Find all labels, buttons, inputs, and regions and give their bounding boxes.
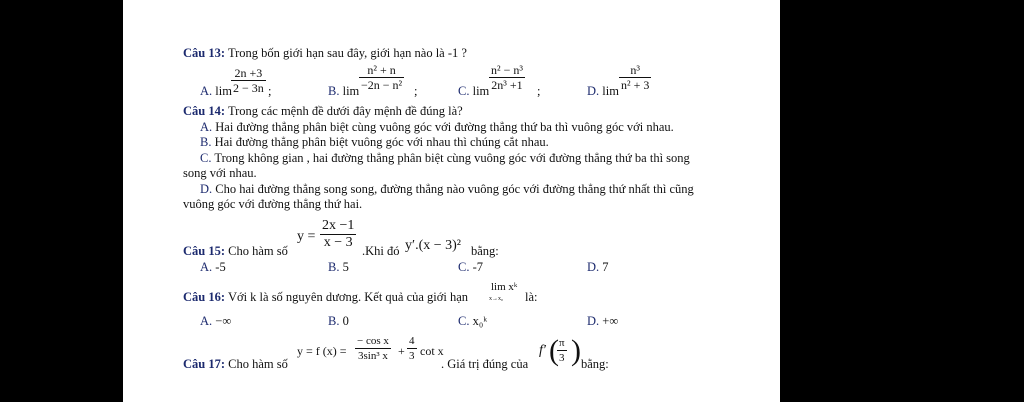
q17-function-def: y = f (x) = — [297, 344, 347, 358]
question-14: Câu 14: Trong các mệnh đề dưới đây mệnh đề đúng là? — [183, 104, 463, 118]
q16-end-text: là: — [525, 290, 538, 304]
q15-expression: y′.(x − 3)² — [405, 238, 461, 253]
q15-option-d: D. 7 — [587, 260, 609, 274]
q13-option-b: B. lim — [328, 84, 360, 98]
q15-end-text: bằng: — [471, 244, 499, 258]
question-text: Trong bốn giới hạn sau đây, giới hạn nào là -1 ? — [227, 46, 467, 60]
question-15: Câu 15: Cho hàm số — [183, 244, 288, 258]
q16-limit: lim xᵏ — [491, 281, 518, 293]
q16-option-d: D. +∞ — [587, 314, 619, 328]
q16-limit-subscript: x→x₀ — [489, 296, 504, 302]
q13-b-fraction: $\frac{\text{n² + n}}{\text{−2n − n²}}$ — [361, 63, 403, 92]
q16-option-a: A. −∞ — [200, 314, 232, 328]
q15-fraction: $\frac{2x -1}{x - 3}$ — [322, 218, 355, 250]
q17-mid-text: . Giá trị đúng của — [441, 357, 529, 371]
q13-d-fraction: $\frac{\text{n³}}{\text{n² + 3}}$ — [621, 63, 650, 92]
document-page — [123, 0, 780, 402]
q15-option-b: B. 5 — [328, 260, 349, 274]
q17-pi-fraction: $\frac{\pi}{3}$ — [559, 337, 565, 364]
left-paren: ( — [549, 334, 559, 367]
q14-option-c-continued: song với nhau. — [183, 166, 257, 180]
q14-option-d-continued: vuông góc với đường thẳng thứ hai. — [183, 197, 363, 211]
q17-fprime: f′ — [539, 343, 546, 358]
separator: ; — [537, 84, 541, 98]
q15-option-a: A. -5 — [200, 260, 226, 274]
q14-option-a: A. Hai đường thẳng phân biệt cùng vuông góc với đường thẳng thứ ba thì vuông góc với nhau. — [200, 120, 674, 134]
q13-c-fraction: $\frac{\text{n² − n³}}{\text{2n³ +1}}$ — [491, 63, 523, 92]
q15-mid-text: .Khi đó — [362, 244, 400, 258]
q17-fraction-2: $\frac{4}{3}$ — [409, 335, 415, 362]
question-label: Câu 13: — [183, 46, 226, 60]
q16-option-c: C. x₀ᵏ — [458, 314, 488, 328]
question-16: Câu 16: Với k là số nguyên dương. Kết quả của giới hạn — [183, 290, 469, 304]
q17-plus: + — [398, 344, 405, 358]
q14-option-b: B. Hai đường thẳng phân biệt vuông góc với nhau thì chúng cắt nhau. — [200, 135, 549, 149]
q17-cot: cot x — [420, 344, 444, 358]
separator: ; — [414, 84, 418, 98]
q15-y-equals: y = — [297, 229, 316, 244]
q13-option-d: D. lim — [587, 84, 619, 98]
q16-option-b: B. 0 — [328, 314, 349, 328]
q14-option-c: C. Trong không gian , hai đường thẳng phân biệt cùng vuông góc với đường thẳng thứ ba thì song — [200, 151, 690, 165]
q13-option-a: A. lim — [200, 84, 232, 98]
q17-end-text: bằng: — [581, 357, 609, 371]
q13-option-c: C. lim — [458, 84, 490, 98]
right-paren: ) — [571, 334, 581, 367]
q13-a-fraction: $\frac{2n +3}{2 - 3n}$ — [233, 66, 264, 95]
separator: ; — [268, 84, 272, 98]
q14-option-d: D. Cho hai đường thẳng song song, đường thẳng nào vuông góc với đường thẳng thứ nhất thì cũng — [200, 182, 694, 196]
q17-fraction-1: $\frac{\text{− cos x}}{\text{3sin³ x}}$ — [357, 335, 389, 362]
q15-option-c: C. -7 — [458, 260, 484, 274]
question-13 — [183, 46, 467, 61]
question-17: Câu 17: Cho hàm số — [183, 357, 288, 371]
